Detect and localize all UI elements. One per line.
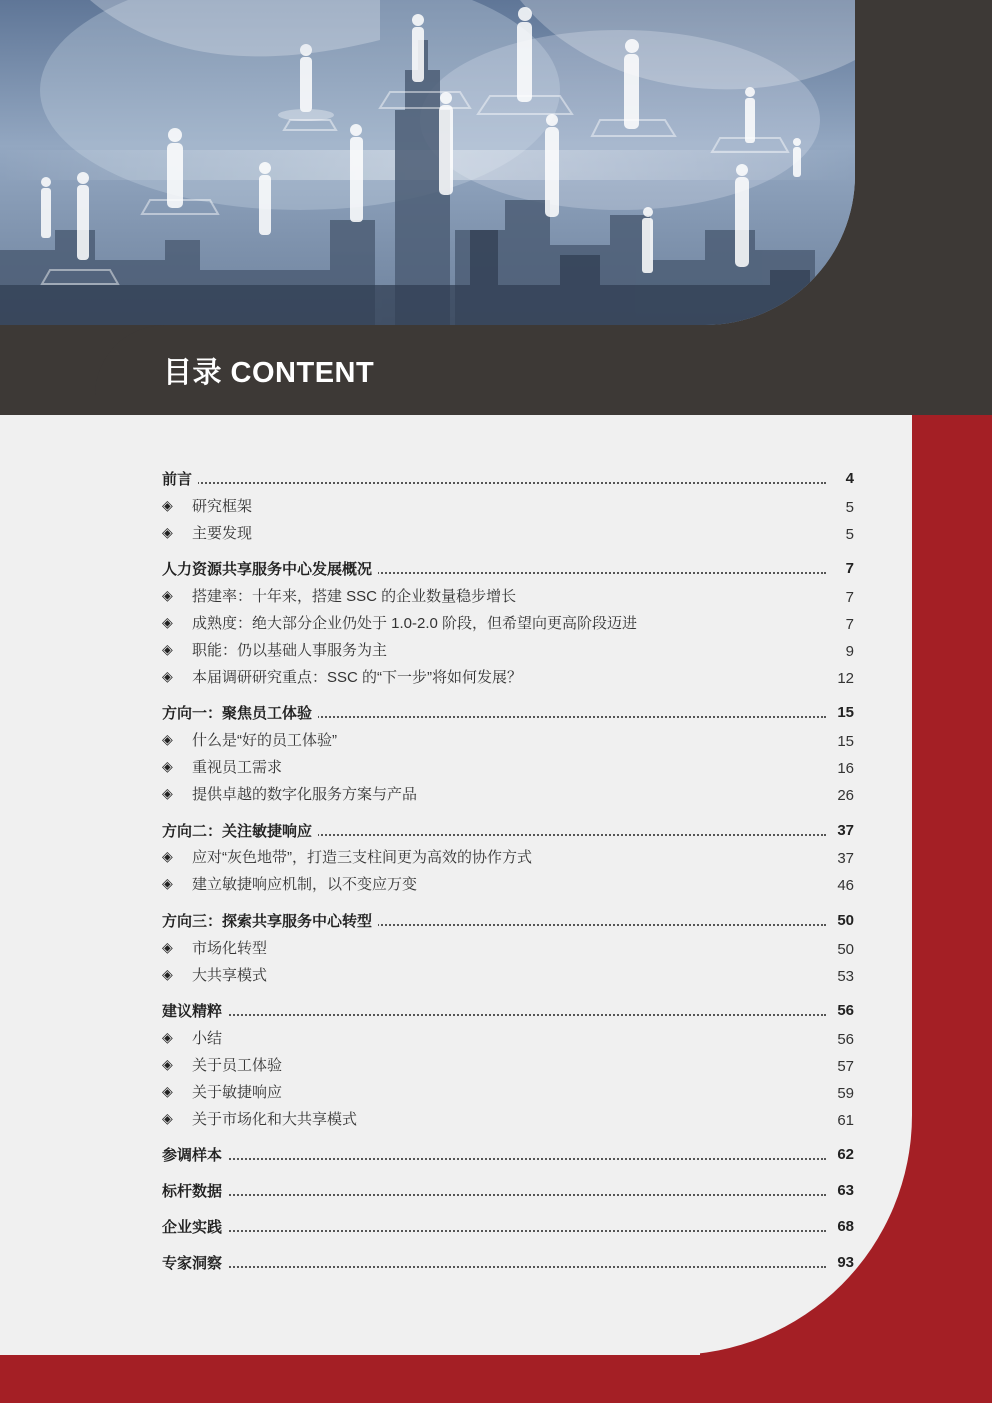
toc-subitem-label: 主要发现 [192, 524, 253, 542]
dot-leader [162, 480, 826, 484]
toc-subitem-page: 12 [837, 669, 854, 687]
page-title: 目录 CONTENT [163, 357, 375, 389]
diamond-bullet-icon: ◈ [162, 614, 173, 630]
toc-section-label: 参调样本 [162, 1144, 228, 1165]
toc-subitem-page: 46 [837, 877, 854, 895]
toc-section-page: 68 [837, 1218, 854, 1235]
diamond-bullet-icon: ◈ [162, 1029, 173, 1046]
toc-section-label: 方向一：聚焦员工体验 [162, 702, 318, 723]
toc-section-label: 建议精粹 [162, 1000, 228, 1021]
toc-subitem-label: 重视员工需求 [192, 759, 283, 776]
dot-leader [162, 1264, 826, 1268]
diamond-bullet-icon: ◈ [162, 667, 173, 684]
toc-section[interactable] [162, 468, 854, 494]
toc-subitem-label: 提供卓越的数字化服务方案与产品 [192, 785, 418, 803]
diamond-bullet-icon: ◈ [162, 587, 173, 604]
toc-section-page: 63 [837, 1182, 854, 1200]
toc-subitem-label: 应对“灰色地带”，打造三支柱间更为高效的协作方式 [192, 849, 532, 867]
diamond-bullet-icon: ◈ [162, 875, 173, 892]
toc-section-label: 企业实践 [162, 1216, 228, 1237]
dot-leader [162, 1192, 826, 1196]
toc-section[interactable] [162, 1216, 854, 1242]
toc-subitem-page: 50 [837, 940, 854, 958]
toc-subitem[interactable] [162, 729, 854, 755]
diamond-bullet-icon: ◈ [162, 848, 173, 865]
diamond-bullet-icon: ◈ [162, 938, 173, 955]
toc-section-label: 方向二：关注敏捷响应 [162, 820, 318, 841]
toc-subitem-page: 7 [845, 616, 854, 633]
toc-section[interactable] [162, 702, 854, 728]
toc-section[interactable] [162, 1000, 854, 1026]
diamond-bullet-icon: ◈ [162, 1109, 173, 1126]
toc-subitem[interactable] [162, 756, 854, 782]
toc-subitem-page: 56 [837, 1031, 854, 1049]
dot-leader [162, 1012, 826, 1016]
toc-section-label: 前言 [162, 468, 198, 489]
toc-subitem-label: 搭建率：十年来，搭建 SSC 的企业数量稳步增长 [192, 588, 517, 606]
toc-subitem-label: 建立敏捷响应机制，以不变应万变 [192, 876, 418, 894]
toc-section[interactable] [162, 820, 854, 846]
toc-section[interactable] [162, 1252, 854, 1278]
toc-subitem-page: 57 [837, 1058, 854, 1075]
toc-subitem-page: 5 [845, 498, 854, 516]
toc-subitem-label: 小结 [192, 1030, 223, 1048]
toc-subitem[interactable] [162, 937, 854, 963]
dot-leader [162, 1156, 826, 1160]
toc-subitem-page: 61 [837, 1111, 854, 1129]
diamond-bullet-icon: ◈ [162, 784, 173, 801]
toc-section-label: 人力资源共享服务中心发展概况 [162, 558, 378, 579]
toc-section-page: 4 [845, 470, 854, 487]
toc-subitem[interactable] [162, 666, 854, 692]
toc-section-page: 62 [837, 1146, 854, 1164]
toc-section-page: 93 [837, 1253, 854, 1271]
toc-subitem[interactable] [162, 1027, 854, 1053]
diamond-bullet-icon: ◈ [162, 1056, 173, 1072]
toc-subitem[interactable] [162, 783, 854, 809]
toc-section-label: 专家洞察 [162, 1252, 228, 1273]
toc-subitem-page: 5 [845, 525, 854, 543]
toc-subitem[interactable] [162, 1108, 854, 1134]
toc-subitem-page: 16 [837, 760, 854, 777]
toc-subitem[interactable] [162, 522, 854, 548]
toc-subitem-label: 关于市场化和大共享模式 [192, 1110, 358, 1128]
dot-leader [162, 1228, 826, 1232]
banner-image [0, 0, 855, 325]
toc-subitem[interactable] [162, 585, 854, 611]
toc-subitem[interactable] [162, 846, 854, 872]
diamond-bullet-icon: ◈ [162, 496, 173, 513]
toc-subitem-label: 关于敏捷响应 [192, 1083, 283, 1101]
toc-section[interactable] [162, 910, 854, 936]
toc-subitem-label: 关于员工体验 [192, 1057, 283, 1074]
toc-subitem-page: 26 [837, 786, 854, 804]
toc-subitem-label: 成熟度：绝大部分企业仍处于 1.0-2.0 阶段，但希望向更高阶段迈进 [192, 615, 638, 632]
toc-subitem[interactable] [162, 495, 854, 521]
toc-subitem[interactable] [162, 873, 854, 899]
toc-subitem-label: 职能：仍以基础人事服务为主 [192, 641, 388, 659]
toc-subitem-page: 15 [837, 733, 854, 751]
toc-section-page: 7 [845, 560, 854, 578]
toc-subitem-page: 7 [845, 589, 854, 607]
toc-section-label: 方向三：探索共享服务中心转型 [162, 910, 378, 931]
toc-subitem-label: 本届调研研究重点：SSC 的“下一步”将如何发展？ [192, 668, 523, 686]
toc-subitem[interactable] [162, 1081, 854, 1107]
city-skyline-people-illustration [0, 0, 855, 325]
toc-section[interactable] [162, 558, 854, 584]
toc-subitem-page: 59 [837, 1084, 854, 1102]
toc-section[interactable] [162, 1180, 854, 1206]
diamond-bullet-icon: ◈ [162, 758, 173, 774]
toc-subitem-label: 大共享模式 [192, 966, 268, 984]
toc-subitem[interactable] [162, 964, 854, 990]
toc-subitem-label: 什么是“好的员工体验” [192, 732, 337, 750]
toc-subitem[interactable] [162, 612, 854, 638]
toc-section[interactable] [162, 1144, 854, 1170]
diamond-bullet-icon: ◈ [162, 731, 173, 748]
toc-subitem-page: 53 [837, 967, 854, 985]
toc-subitem[interactable] [162, 639, 854, 665]
toc-subitem-page: 9 [845, 642, 854, 660]
toc-section-label: 标杆数据 [162, 1180, 228, 1201]
toc-section-page: 37 [837, 821, 854, 839]
diamond-bullet-icon: ◈ [162, 965, 173, 982]
toc-subitem-page: 37 [837, 850, 854, 868]
toc-section-page: 15 [837, 704, 854, 722]
diamond-bullet-icon: ◈ [162, 523, 173, 540]
diamond-bullet-icon: ◈ [162, 1082, 173, 1099]
toc-subitem-label: 研究框架 [192, 497, 253, 515]
toc-section-page: 50 [837, 912, 854, 929]
diamond-bullet-icon: ◈ [162, 640, 173, 657]
toc-subitem-label: 市场化转型 [192, 939, 268, 957]
toc-section-page: 56 [837, 1002, 854, 1020]
toc-subitem[interactable] [162, 1054, 854, 1080]
